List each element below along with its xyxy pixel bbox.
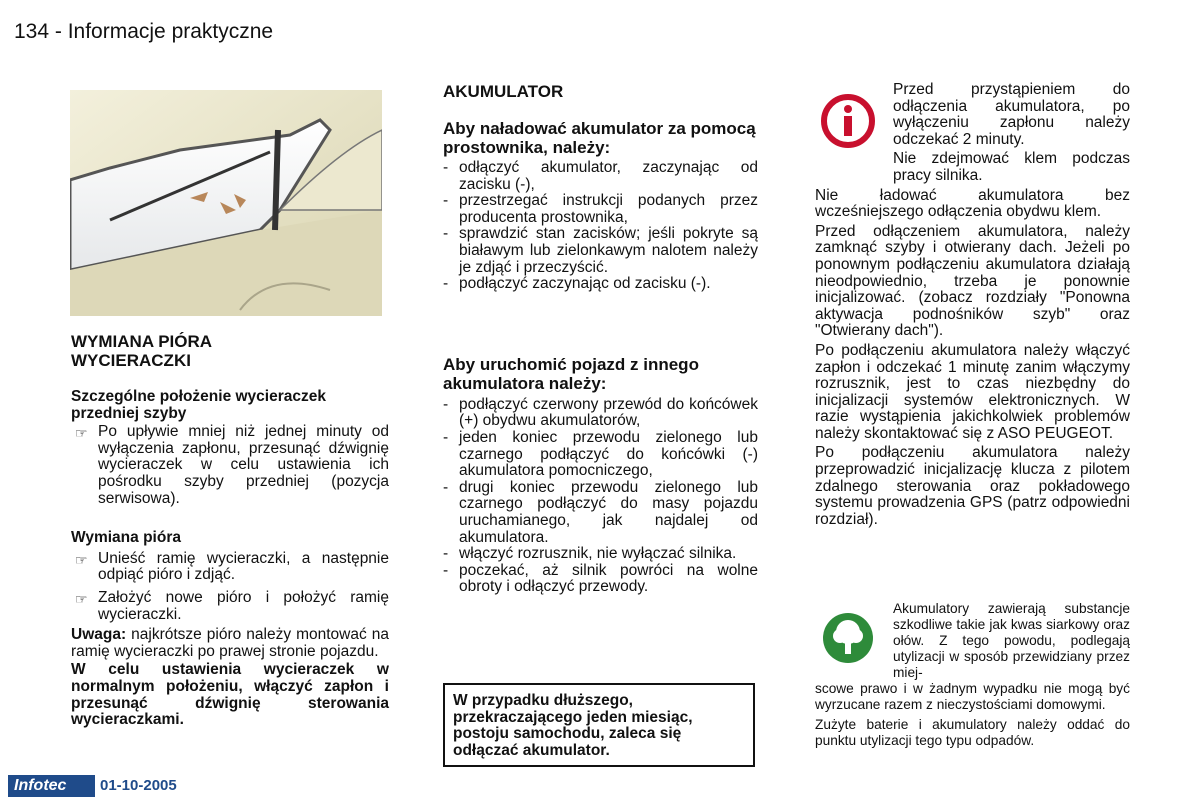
eco-p1a: Akumulatory zawierają substancje szkodliwe takie jak kwas siarkowy oraz ołów. Z tego powodu, podlegają utylizacji w sposób przewidziany przez miej- — [893, 601, 1130, 680]
start-list — [443, 397, 758, 596]
list-item: ☞ Założyć nowe pióro i położyć ramię wycieraczki. — [75, 588, 389, 623]
charge-title: Aby naładować akumulator za pomocą prostownika, należy: — [443, 119, 756, 157]
wiper-sub1-list — [71, 424, 389, 507]
list-item: ☞ Po upływie mniej niż jednej minuty od wyłączenia zapłonu, przesunąć dźwignię wycieraczek w celu ustawienia ich pośrodku szyby przedniej (pozycja serwisowa). — [75, 423, 389, 507]
wiper-section — [71, 332, 389, 729]
infotec-logo: Infotec — [8, 775, 95, 797]
list-item: - sprawdzić stan zacisków; jeśli pokryte są białawym lub zielonkawym nalotem należy je zdjąć i przeczyścić. — [443, 226, 758, 276]
list-item: ☞ Unieść ramię wycieraczki, a następnie odpiąć pióro i zdjąć. — [75, 549, 389, 584]
wiper-bold-para: W celu ustawienia wycieraczek w normalnym położeniu, włączyć zapłon i przesunąć dźwignię sterowania wycieraczkami. — [71, 661, 389, 729]
info-p1: Przed przystąpieniem do odłączenia akumulatora, po wyłączeniu zapłonu należy odczekać 2 minuty. — [893, 81, 1130, 148]
pointing-hand-icon: ☞ — [75, 425, 88, 442]
wiper-note: Uwaga: najkrótsze pióro należy montować na ramię wycieraczki po prawej stronie pojazdu. — [71, 626, 389, 660]
info-p5: Po podłączeniu akumulatora należy włączyć zapłon i odczekać 1 minutę zanim włączymy rozrusznik, jest to czas niezbędny do inicjalizacji systemów elektronicznych. W razie wystąpienia jakichkolwiek problemów należy skontaktować się z ASO PEUGEOT. — [815, 341, 1130, 442]
info-p3: Nie ładować akumulatora bez wcześniejszego odłączenia obydwu klem. — [815, 186, 1130, 221]
wiper-title: WYMIANA PIÓRA WYCIERACZKI — [71, 332, 212, 370]
battery-section — [443, 82, 758, 596]
pointing-hand-icon: ☞ — [75, 551, 88, 568]
wiper-sub2: Wymiana pióra — [71, 529, 181, 547]
pointing-hand-icon: ☞ — [75, 590, 88, 607]
list-item: - jeden koniec przewodu zielonego lub czarnego podłączyć do końcówki (-) akumulatora pomocniczego, — [443, 430, 758, 480]
storage-warning-box: W przypadku dłuższego, przekraczającego jeden miesiąc, postoju samochodu, zaleca się odłączać akumulator. — [443, 683, 755, 767]
info-section — [815, 82, 1130, 528]
info-p6: Po podłączeniu akumulatora należy przeprowadzić inicjalizację klucza z pilotem zdalnego sterowania oraz pokładowego systemu prowadzenia GPS (patrz odpowiedni rozdział). — [815, 444, 1130, 528]
wiper-sub1: Szczególne położenie wycieraczek przedniej szyby — [71, 388, 326, 422]
eco-p2: Zużyte baterie i akumulatory należy oddać do punktu utylizacji tego typu odpadów. — [815, 717, 1130, 748]
list-item: - poczekać, aż silnik powróci na wolne obroty i odłączyć przewody. — [443, 563, 758, 596]
windshield-wiper-illustration — [70, 90, 382, 316]
battery-title: AKUMULATOR — [443, 82, 564, 101]
charge-list — [443, 160, 758, 293]
eco-p1b: scowe prawo i w żadnym wypadku nie mogą być wyrzucane razem z nieczystościami domowymi. — [815, 681, 1130, 712]
list-item: - podłączyć zaczynając od zacisku (-). — [443, 276, 758, 293]
page-header: 134 - Informacje praktyczne — [14, 20, 274, 43]
info-p4: Przed odłączeniem akumulatora, należy zamknąć szyby i otwierany dach. Jeżeli po ponownym podłączeniu akumulatora działają nieodpowiednio, trzeba je ponownie inicjalizować. (zobacz rozdziały "Ponowna aktywacja podnośników szyb" oraz "Otwierany dach"). — [815, 222, 1130, 340]
list-item: - podłączyć czerwony przewód do końcówek (+) obydwu akumulatorów, — [443, 397, 758, 430]
list-item: - przestrzegać instrukcji podanych przez producenta prostownika, — [443, 193, 758, 226]
list-item: - włączyć rozrusznik, nie wyłączać silnika. — [443, 546, 758, 563]
footer-date: 01-10-2005 — [100, 777, 177, 794]
wiper-sub2-list — [71, 551, 389, 623]
list-item: - drugi koniec przewodu zielonego lub czarnego podłączyć do masy pojazdu uruchamianego, jak najdalej od akumulatora. — [443, 480, 758, 546]
eco-section — [815, 601, 1130, 749]
start-title: Aby uruchomić pojazd z innego akumulatora należy: — [443, 354, 699, 393]
list-item: - odłączyć akumulator, zaczynając od zacisku (-), — [443, 160, 758, 193]
info-p2: Nie zdejmować klem podczas pracy silnika. — [893, 150, 1130, 184]
